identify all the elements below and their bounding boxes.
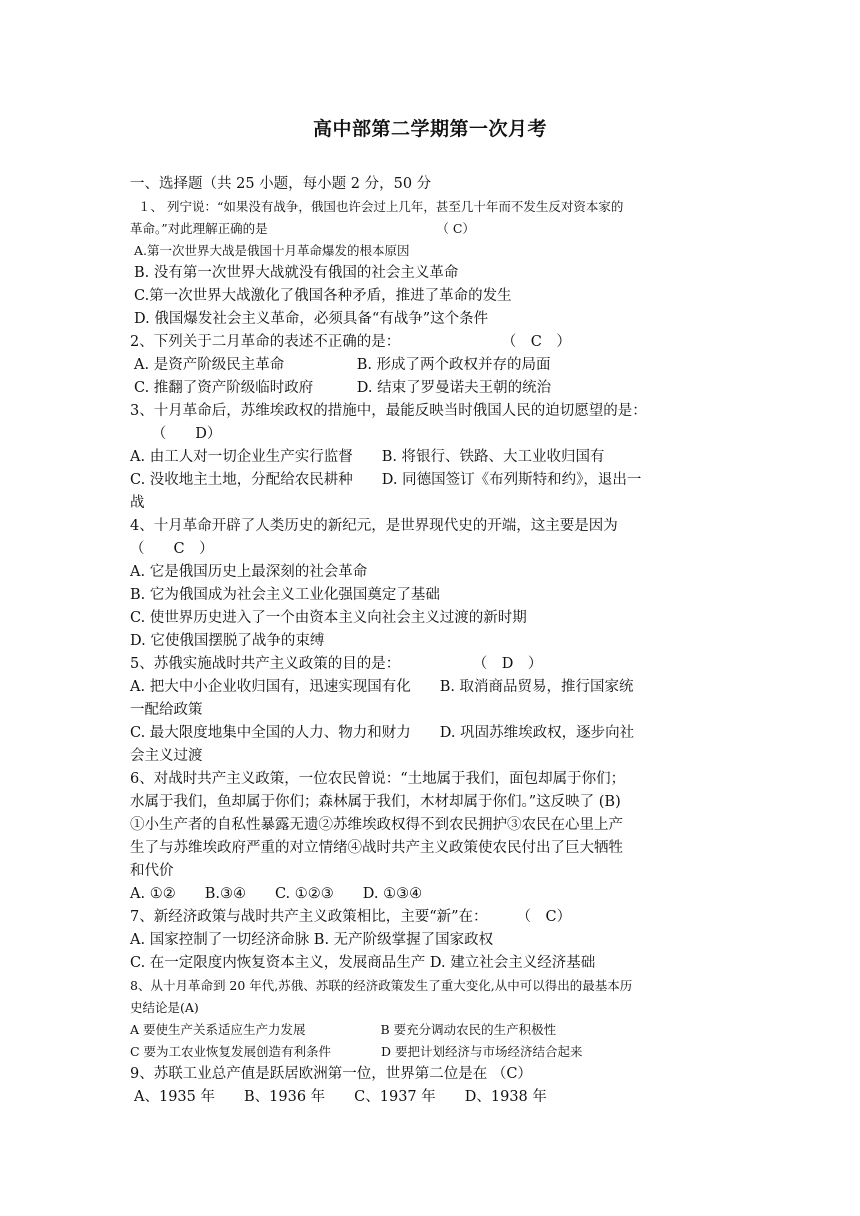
q6-options: A. ①② B.③④ C. ①②③ D. ①③④ (130, 886, 423, 902)
q5-options-ab-cont: 一配给政策 (130, 702, 203, 718)
q3-answer: （ D） (130, 426, 222, 442)
q3-options-cd: C. 没收地主土地，分配给农民耕种 D. 同德国签订《布列斯特和约》，退出一 (130, 472, 642, 488)
q8-options-cd: C 要为工农业恢复发展创造有利条件 D 要把计划经济与市场经济结合起来 (130, 1044, 583, 1059)
q4-stem-line1: 4、十月革命开辟了人类历史的新纪元，是世界现代史的开端，这主要是因为 (130, 518, 618, 534)
q1-option-a: A.第一次世界大战是俄国十月革命爆发的根本原因 (134, 243, 410, 258)
q6-stem-line1: 6、对战时共产主义政策，一位农民曾说：“土地属于我们，面包却属于你们； (130, 771, 626, 787)
q6-statements-line1: ①小生产者的自私性暴露无遗②苏维埃政权得不到农民拥护③农民在心里上产 (130, 817, 623, 833)
q6-stem-line2: 水属于我们，鱼却属于你们；森林属于我们，木材却属于你们。”这反映了 (B) (130, 794, 621, 810)
q9-stem: 9、苏联工业总产值是跃居欧洲第一位，世界第二位是在 （C） (130, 1066, 532, 1082)
section-heading: 一、选择题（共 25 小题，每小题 2 分，50 分 (130, 176, 432, 192)
q2-options-ab: A. 是资产阶级民主革命 B. 形成了两个政权并存的局面 (134, 357, 551, 373)
q1-option-b: B. 没有第一次世界大战就没有俄国的社会主义革命 (134, 265, 459, 281)
q4-option-d: D. 它使俄国摆脱了战争的束缚 (130, 633, 325, 649)
q5-options-ab: A. 把大中小企业收归国有，迅速实现国有化 B. 取消商品贸易，推行国家统 (130, 679, 634, 695)
page-title: 高中部第二学期第一次月考 (312, 118, 547, 140)
q1-option-d: D. 俄国爆发社会主义革命，必须具备“有战争”这个条件 (134, 311, 489, 327)
q3-options-cd-cont: 战 (130, 495, 145, 511)
q8-stem-line2: 史结论是(A) (130, 1000, 199, 1015)
q6-statements-line2: 生了与苏维埃政府严重的对立情绪④战时共产主义政策使农民付出了巨大牺牲 (130, 840, 623, 856)
q7-stem: 7、新经济政策与战时共产主义政策相比，主要“新”在： （ C） (130, 909, 572, 925)
q9-options: A、1935 年 B、1936 年 C、1937 年 D、1938 年 (134, 1089, 547, 1105)
q4-option-a: A. 它是俄国历史上最深刻的社会革命 (130, 564, 368, 580)
q3-stem-line1: 3、十月革命后，苏维埃政权的措施中，最能反映当时俄国人民的迫切愿望的是： (130, 403, 647, 419)
q4-answer: （ C ） (130, 541, 214, 557)
question-body (130, 172, 736, 1109)
q8-options-ab: A 要使生产关系适应生产力发展 B 要充分调动农民的生产积极性 (130, 1022, 557, 1037)
q5-options-cd-cont: 会主义过渡 (130, 748, 203, 764)
q4-option-c: C. 使世界历史进入了一个由资本主义向社会主义过渡的新时期 (130, 610, 527, 626)
q5-stem: 5、苏俄实施战时共产主义政策的目的是： （ D ） (130, 656, 543, 672)
q1-stem-line1: １、 列宁说：“如果没有战争，俄国也许会过上几年，甚至几十年而不发生反对资本家的 (138, 199, 624, 214)
q1-option-c: C.第一次世界大战激化了俄国各种矛盾，推进了革命的发生 (134, 288, 512, 304)
q4-option-b: B. 它为俄国成为社会主义工业化强国奠定了基础 (130, 587, 440, 603)
q6-statements-line3: 和代价 (130, 863, 174, 879)
q1-stem-line2: 革命。”对此理解正确的是 （ C） (130, 221, 475, 236)
q8-stem-line1: 8、从十月革命到 20 年代,苏俄、苏联的经济政策发生了重大变化,从中可以得出的最基本历 (130, 978, 633, 993)
q2-options-cd: C. 推翻了资产阶级临时政府 D. 结束了罗曼诺夫王朝的统治 (134, 380, 552, 396)
q7-options-cd: C. 在一定限度内恢复资本主义，发展商品生产 D. 建立社会主义经济基础 (130, 955, 596, 971)
q5-options-cd: C. 最大限度地集中全国的人力、物力和财力 D. 巩固苏维埃政权，逐步向社 (130, 725, 635, 741)
q2-stem: 2、下列关于二月革命的表述不正确的是： （ C ） (130, 334, 571, 350)
q7-options-ab: A. 国家控制了一切经济命脉 B. 无产阶级掌握了国家政权 (130, 932, 494, 948)
q3-options-ab: A. 由工人对一切企业生产实行监督 B. 将银行、铁路、大工业收归国有 (130, 449, 605, 465)
